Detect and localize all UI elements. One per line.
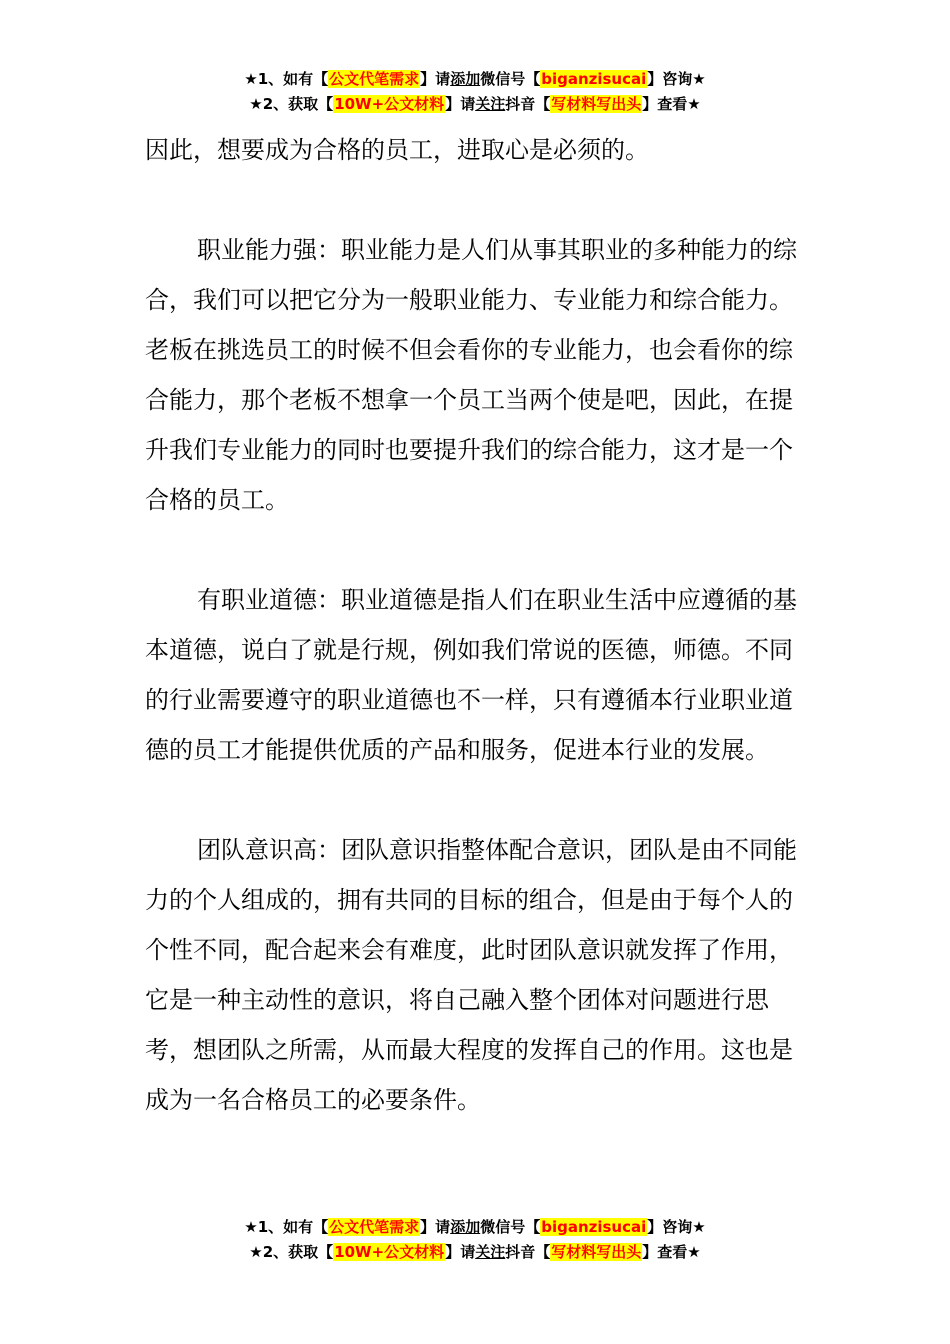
banner-emphasis: 关注 <box>475 95 506 113</box>
banner-text: 】请 <box>420 70 451 88</box>
banner-text: 】咨询★ <box>647 1218 706 1236</box>
document-body <box>145 125 813 1175</box>
banner-line-2 <box>0 92 950 117</box>
banner-text: 抖音【 <box>505 1243 551 1261</box>
highlight-douyin-account: 写材料写出头 <box>551 1243 642 1261</box>
footer-banner <box>0 1215 950 1265</box>
banner-line-1 <box>0 67 950 92</box>
banner-text: 】请 <box>445 95 476 113</box>
highlight-douyin-account: 写材料写出头 <box>551 95 642 113</box>
banner-text: ★1、如有【 <box>244 1218 329 1236</box>
banner-text: 】咨询★ <box>647 70 706 88</box>
banner-text: 微信号【 <box>480 70 541 88</box>
highlight-materials: 10W+公文材料 <box>334 95 445 113</box>
paragraph-professional-ethics: 有职业道德：职业道德是指人们在职业生活中应遵循的基本道德，说白了就是行规，例如我们常说的医德，师德。不同的行业需要遵守的职业道德也不一样，只有遵循本行业职业道德的员工才能提供优质的产品和服务，促进本行业的发展。 <box>145 586 797 764</box>
banner-text: 】请 <box>420 1218 451 1236</box>
paragraph-professional-ability: 职业能力强：职业能力是人们从事其职业的多种能力的综合，我们可以把它分为一般职业能力、专业能力和综合能力。老板在挑选员工的时候不但会看你的专业能力，也会看你的综合能力，那个老板不想拿一个员工当两个使是吧，因此，在提升我们专业能力的同时也要提升我们的综合能力，这才是一个合格的员工。 <box>145 236 797 514</box>
highlight-service: 公文代笔需求 <box>329 70 420 88</box>
banner-emphasis: 添加 <box>450 70 481 88</box>
banner-text: 】查看★ <box>642 1243 701 1261</box>
banner-text: 微信号【 <box>480 1218 541 1236</box>
banner-text: 抖音【 <box>505 95 551 113</box>
banner-emphasis: 添加 <box>450 1218 481 1236</box>
banner-text: ★2、获取【 <box>249 1243 334 1261</box>
banner-emphasis: 关注 <box>475 1243 506 1261</box>
banner-text: 】请 <box>445 1243 476 1261</box>
banner-line-2 <box>0 1240 950 1265</box>
paragraph-team-awareness: 团队意识高：团队意识指整体配合意识，团队是由不同能力的个人组成的，拥有共同的目标的组合，但是由于每个人的个性不同，配合起来会有难度，此时团队意识就发挥了作用，它是一种主动性的意识，将自己融入整个团体对问题进行思考，想团队之所需，从而最大程度的发挥自己的作用。这也是成为一名合格员工的必要条件。 <box>145 836 797 1114</box>
header-banner <box>0 67 950 117</box>
highlight-wechat-id: biganzisucai <box>541 70 647 88</box>
highlight-materials: 10W+公文材料 <box>334 1243 445 1261</box>
banner-text: ★1、如有【 <box>244 70 329 88</box>
paragraph-conclusion: 因此，想要成为合格的员工，进取心是必须的。 <box>145 136 649 164</box>
banner-line-1 <box>0 1215 950 1240</box>
highlight-service: 公文代笔需求 <box>329 1218 420 1236</box>
highlight-wechat-id: biganzisucai <box>541 1218 647 1236</box>
banner-text: 】查看★ <box>642 95 701 113</box>
banner-text: ★2、获取【 <box>249 95 334 113</box>
